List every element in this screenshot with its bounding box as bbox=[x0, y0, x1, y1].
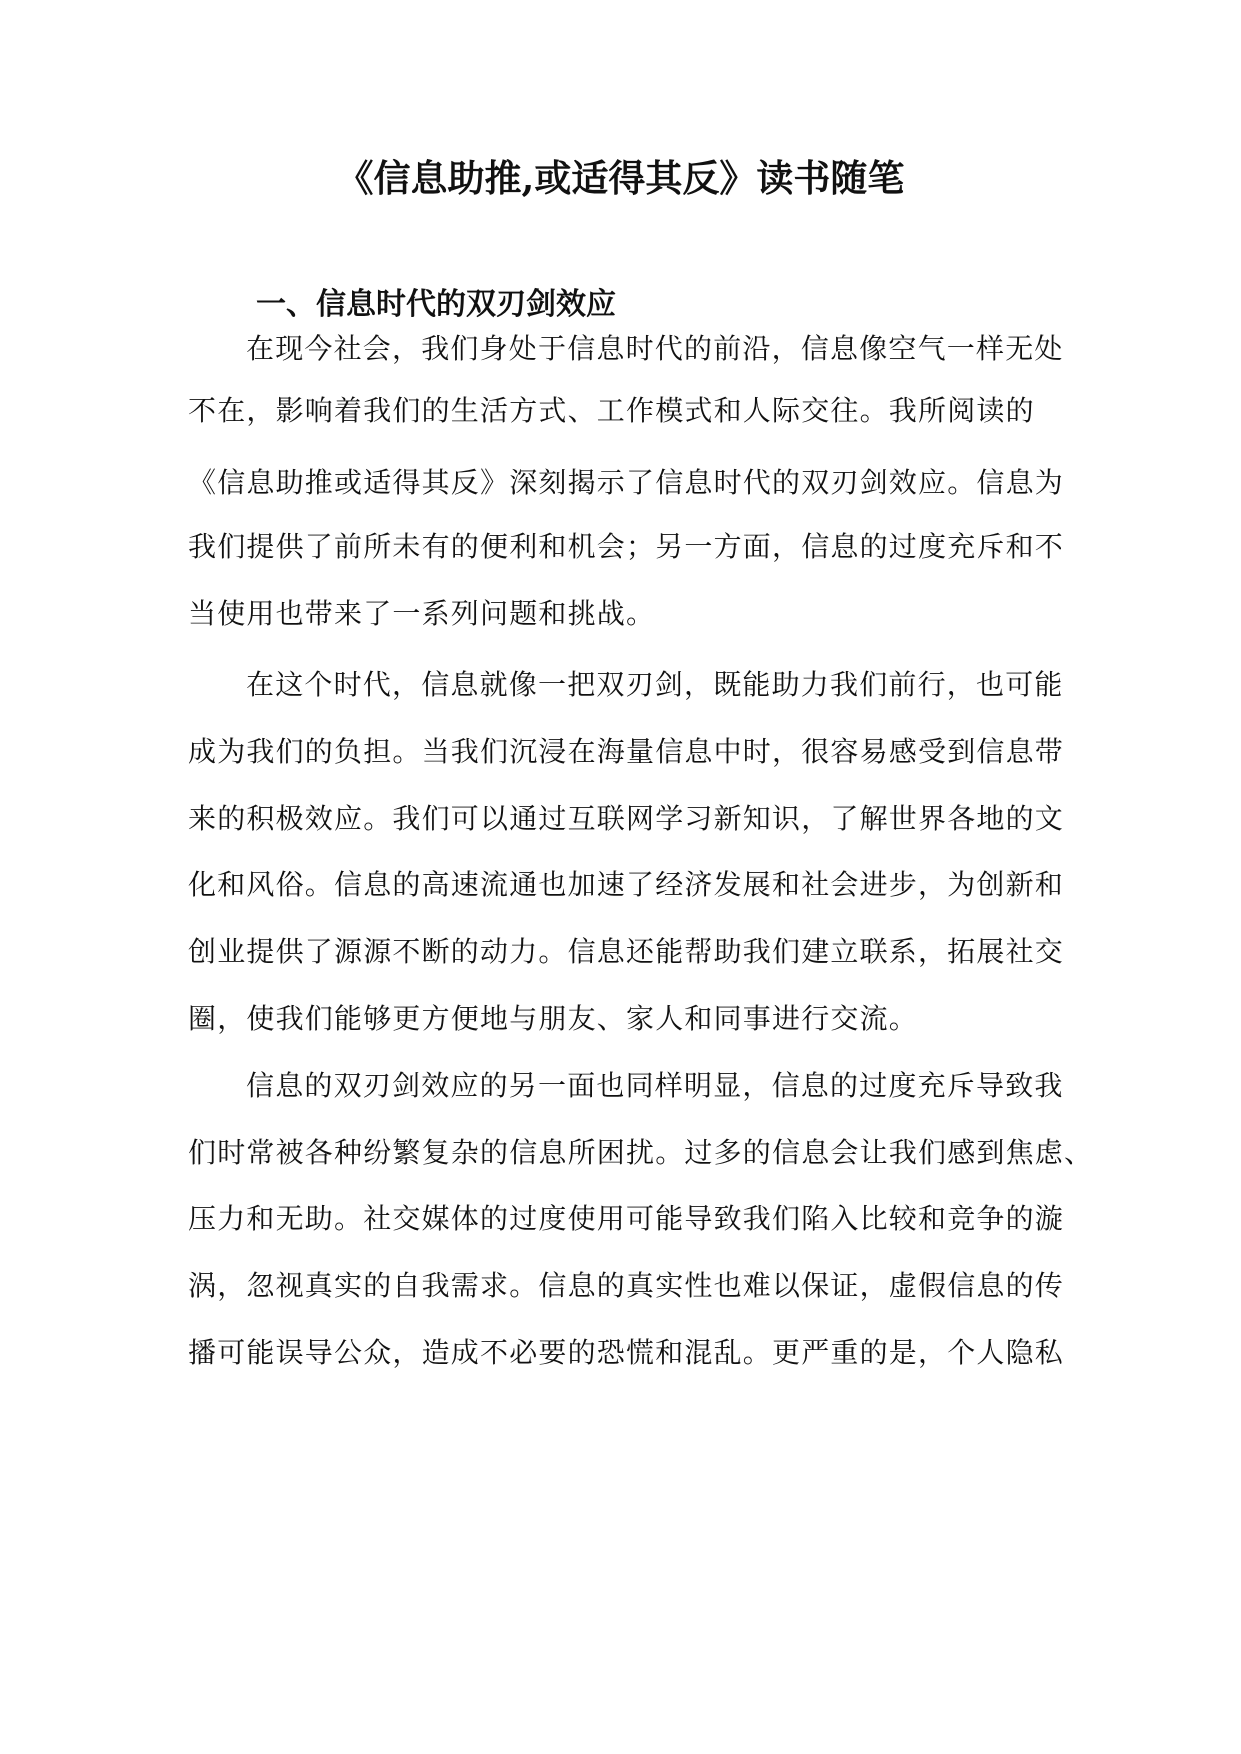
text-line: 我们提供了前所未有的便利和机会；另一方面，信息的过度充斥和不 bbox=[188, 530, 1065, 563]
text-line: 播可能误导公众，造成不必要的恐慌和混乱。更严重的是，个人隐私 bbox=[188, 1336, 1065, 1369]
text-line: 圈，使我们能够更方便地与朋友、家人和同事进行交流。 bbox=[188, 1002, 919, 1035]
text-line: 涡，忽视真实的自我需求。信息的真实性也难以保证，虚假信息的传 bbox=[188, 1269, 1065, 1302]
text-line: 不在，影响着我们的生活方式、工作模式和人际交往。我所阅读的 bbox=[188, 394, 1035, 427]
text-line: 在这个时代，信息就像一把双刃剑，既能助力我们前行，也可能 bbox=[246, 668, 1064, 701]
text-line: 信息的双刃剑效应的另一面也同样明显，信息的过度充斥导致我 bbox=[246, 1069, 1064, 1102]
text-line: 在现今社会，我们身处于信息时代的前沿，信息像空气一样无处 bbox=[246, 332, 1064, 365]
text-line: 们时常被各种纷繁复杂的信息所困扰。过多的信息会让我们感到焦虑、 bbox=[188, 1136, 1094, 1169]
text-line: 创业提供了源源不断的动力。信息还能帮助我们建立联系，拓展社交 bbox=[188, 935, 1065, 968]
section-heading: 一、信息时代的双刃剑效应 bbox=[256, 287, 616, 322]
document-title: 《信息助推,或适得其反》读书随笔 bbox=[336, 156, 905, 200]
text-line: 当使用也带来了一系列问题和挑战。 bbox=[188, 597, 656, 630]
text-line: 压力和无助。社交媒体的过度使用可能导致我们陷入比较和竞争的漩 bbox=[188, 1202, 1065, 1235]
text-line: 来的积极效应。我们可以通过互联网学习新知识，了解世界各地的文 bbox=[188, 802, 1065, 835]
text-line: 成为我们的负担。当我们沉浸在海量信息中时，很容易感受到信息带 bbox=[188, 735, 1065, 768]
text-line: 化和风俗。信息的高速流通也加速了经济发展和社会进步，为创新和 bbox=[188, 868, 1065, 901]
text-line: 《信息助推或适得其反》深刻揭示了信息时代的双刃剑效应。信息为 bbox=[188, 466, 1065, 499]
